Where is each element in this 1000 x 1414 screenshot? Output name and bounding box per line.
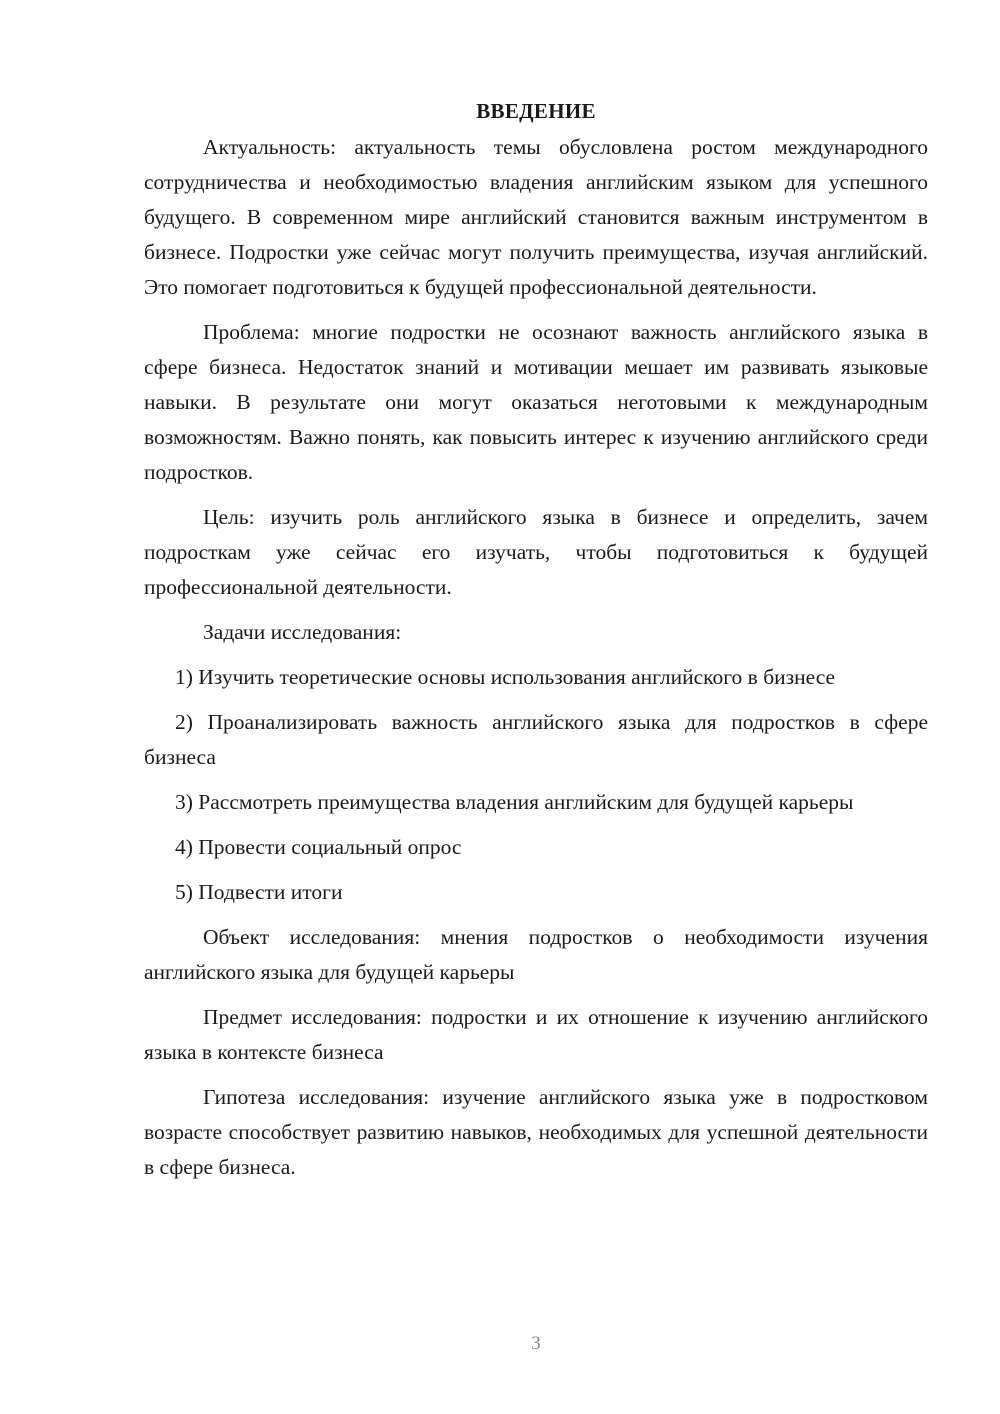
- task-item-2: 2) Проанализировать важность английского языка для подростков в сфере бизнеса: [144, 710, 928, 769]
- document-page: [144, 96, 928, 1195]
- object-paragraph: Объект исследования: мнения подростков о необходимости изучения английского языка для будущей карьеры: [144, 925, 928, 984]
- task-item-3: 3) Рассмотреть преимущества владения английским для будущей карьеры: [175, 790, 854, 814]
- subject-paragraph: Предмет исследования: подростки и их отношение к изучению английского языка в контексте бизнеса: [144, 1005, 928, 1064]
- task-item-1: 1) Изучить теоретические основы использования английского в бизнесе: [175, 665, 836, 689]
- relevance-paragraph: Актуальность: актуальность темы обусловлена ростом международного сотрудничества и необходимостью владения английским языком для успешного будущего. В современном мире английский становится важным инструментом в бизнесе. Подростки уже сейчас могут получить преимущества, изучая английский. Это помогает подготовиться к будущей профессиональной деятельности.: [144, 135, 928, 299]
- task-item-4: 4) Провести социальный опрос: [175, 835, 462, 859]
- tasks-heading: Задачи исследования:: [203, 620, 402, 644]
- hypothesis-paragraph: Гипотеза исследования: изучение английского языка уже в подростковом возрасте способствует развитию навыков, необходимых для успешной деятельности в сфере бизнеса.: [144, 1085, 928, 1179]
- page-number: 3: [531, 1333, 541, 1354]
- problem-paragraph: Проблема: многие подростки не осознают важность английского языка в сфере бизнеса. Недостаток знаний и мотивации мешает им развивать языковые навыки. В результате они могут оказаться неготовыми к международным возможностям. Важно понять, как повысить интерес к изучению английского среди подростков.: [144, 320, 928, 484]
- task-item-5: 5) Подвести итоги: [175, 880, 343, 904]
- section-heading: ВВЕДЕНИЕ: [476, 99, 596, 123]
- goal-paragraph: Цель: изучить роль английского языка в бизнесе и определить, зачем подросткам уже сейчас его изучать, чтобы подготовиться к будущей профессиональной деятельности.: [144, 505, 928, 599]
